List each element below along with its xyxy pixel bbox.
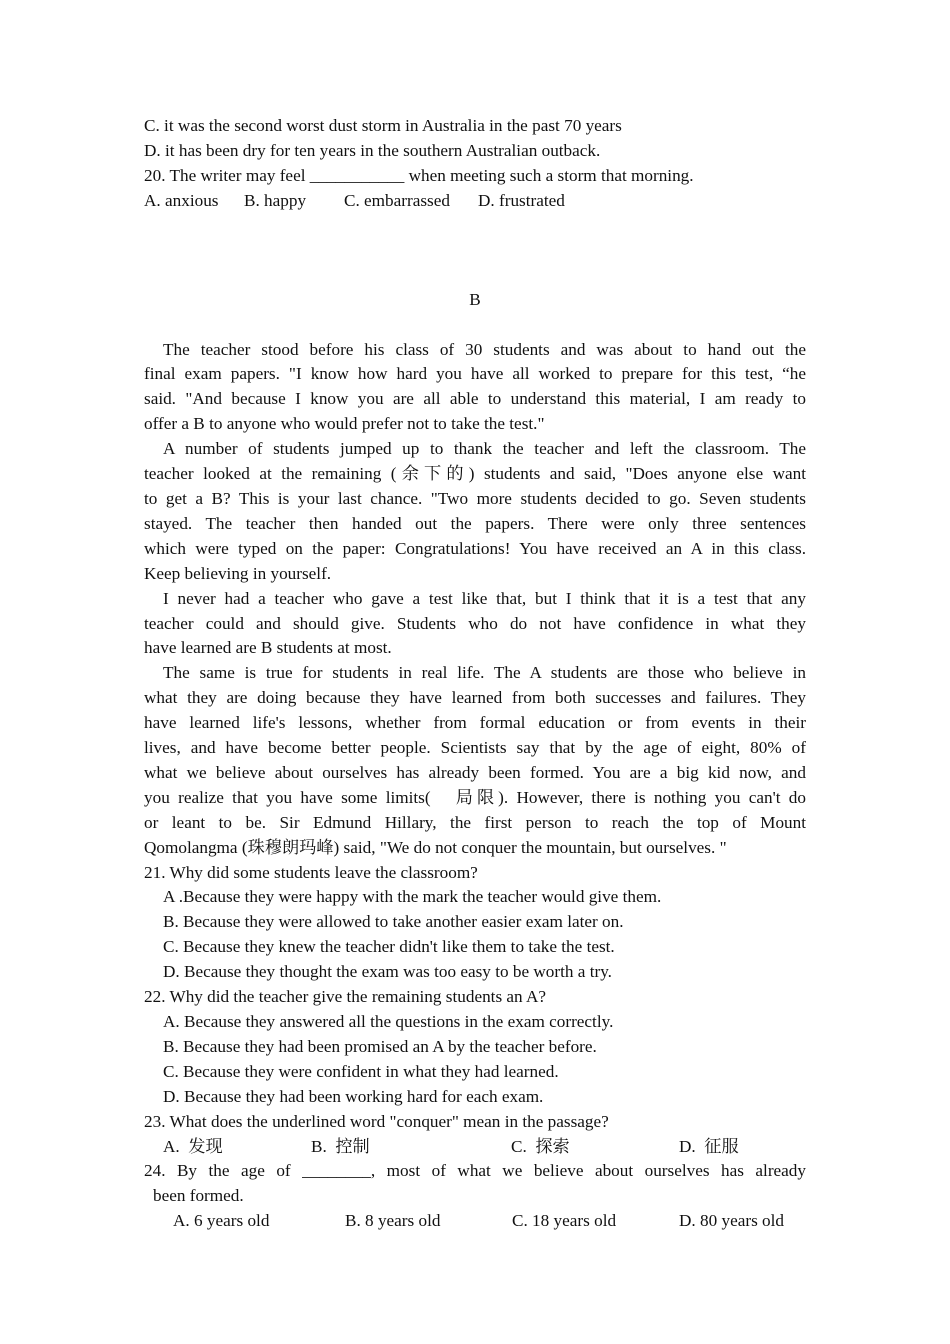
question-stem: 22. Why did the teacher give the remaining students an A?: [144, 987, 547, 1007]
passage-line: or leant to be. Sir Edmund Hillary, the first person to reach the top of Mount: [144, 812, 806, 832]
question-stem: 21. Why did some students leave the classroom?: [144, 862, 478, 882]
passage-line: offer a B to anyone who would prefer not to take the test.": [144, 414, 545, 434]
q23-options: [144, 1135, 806, 1160]
answer-option: B. Because they had been promised an A by the teacher before.: [163, 1036, 597, 1056]
q20-option-b: B. happy: [244, 190, 307, 210]
answer-option: A. 6 years old: [173, 1211, 270, 1231]
question-stem: 23. What does the underlined word "conquer" mean in the passage?: [144, 1111, 609, 1131]
q20-option-a: A. anxious: [144, 190, 219, 210]
q19-option-d: D. it has been dry for ten years in the southern Australian outback.: [144, 140, 601, 160]
passage-line: teacher looked at the remaining (余下的) students and said, "Does anyone else want: [144, 464, 806, 484]
answer-option: C. 探索: [511, 1136, 570, 1156]
q20-option-d: D. frustrated: [478, 190, 565, 210]
passage-line: you realize that you have some limits( 局限). However, there is nothing you can't do: [144, 787, 806, 807]
answer-option: B. Because they were allowed to take another easier exam later on.: [163, 912, 624, 932]
answer-option: A. 发现: [163, 1136, 223, 1156]
passage-line: said. "And because I know you are all able to understand this material, I am ready to: [144, 389, 806, 409]
passage-line: Keep believing in yourself.: [144, 563, 332, 583]
passage-line: lives, and have become better people. Scientists say that by the age of eight, 80% of: [144, 738, 806, 758]
passage-line: The same is true for students in real life. The A students are those who believe in: [163, 663, 806, 683]
section-title: B: [469, 289, 481, 309]
passage-line: to get a B? This is your last chance. "Two more students decided to go. Seven students: [144, 488, 806, 508]
exam-page: [144, 114, 806, 1234]
passage-paragraph-1: [144, 338, 806, 438]
passage-line: teacher could and should give. Students who do not have confidence in what they: [144, 613, 806, 633]
passage-line: what we believe about ourselves has already been formed. You are a big kid now, and: [144, 762, 806, 782]
passage-line: final exam papers. "I know how hard you have all worked to prepare for this test, “he: [144, 364, 806, 384]
answer-option: D. 征服: [679, 1136, 739, 1156]
answer-option: D. 80 years old: [679, 1211, 785, 1231]
q24-options: [144, 1209, 806, 1234]
q20-option-c: C. embarrassed: [344, 190, 450, 210]
q20-options: [144, 189, 806, 214]
passage-line: A number of students jumped up to thank the teacher and left the classroom. The: [163, 439, 806, 459]
answer-option: C. Because they knew the teacher didn't like them to take the test.: [163, 937, 615, 957]
question-23: [144, 1110, 806, 1160]
q20-stem: 20. The writer may feel ___________ when meeting such a storm that morning.: [144, 165, 694, 185]
answer-option: B. 8 years old: [345, 1211, 441, 1231]
passage-line: stayed. The teacher then handed out the papers. There were only three sentences: [144, 513, 806, 533]
passage-line: have learned are B students at most.: [144, 638, 392, 658]
question-21: [144, 861, 806, 986]
passage-line: what they are doing because they have learned from both successes and failures. They: [144, 688, 806, 708]
question-stem-continued: been formed.: [153, 1186, 244, 1206]
passage-line: which were typed on the paper: Congratulations! You have received an A in this class.: [144, 538, 806, 558]
question-22: [144, 985, 806, 1110]
passage-line: The teacher stood before his class of 30 students and was about to hand out the: [163, 339, 806, 359]
answer-option: D. Because they thought the exam was too easy to be worth a try.: [163, 962, 612, 982]
question-24: [144, 1159, 806, 1234]
passage-line: I never had a teacher who gave a test like that, but I think that it is a test that any: [163, 588, 806, 608]
passage-line: Qomolangma (珠穆朗玛峰) said, "We do not conquer the mountain, but ourselves. ": [144, 837, 727, 857]
q19-option-c: C. it was the second worst dust storm in Australia in the past 70 years: [144, 116, 622, 135]
question-stem: 24. By the age of ________, most of what we believe about ourselves has already: [144, 1161, 806, 1181]
passage-line: have learned life's lessons, whether from formal education or from events in their: [144, 713, 806, 733]
passage-paragraph-3: [144, 587, 806, 662]
answer-option: A .Because they were happy with the mark the teacher would give them.: [163, 887, 662, 907]
answer-option: B. 控制: [311, 1136, 370, 1156]
answer-option: C. Because they were confident in what they had learned.: [163, 1061, 559, 1081]
passage-paragraph-4: [144, 661, 806, 860]
answer-option: D. Because they had been working hard for each exam.: [163, 1086, 544, 1106]
answer-option: A. Because they answered all the questions in the exam correctly.: [163, 1012, 614, 1031]
passage-paragraph-2: [144, 437, 806, 586]
answer-option: C. 18 years old: [512, 1211, 617, 1231]
